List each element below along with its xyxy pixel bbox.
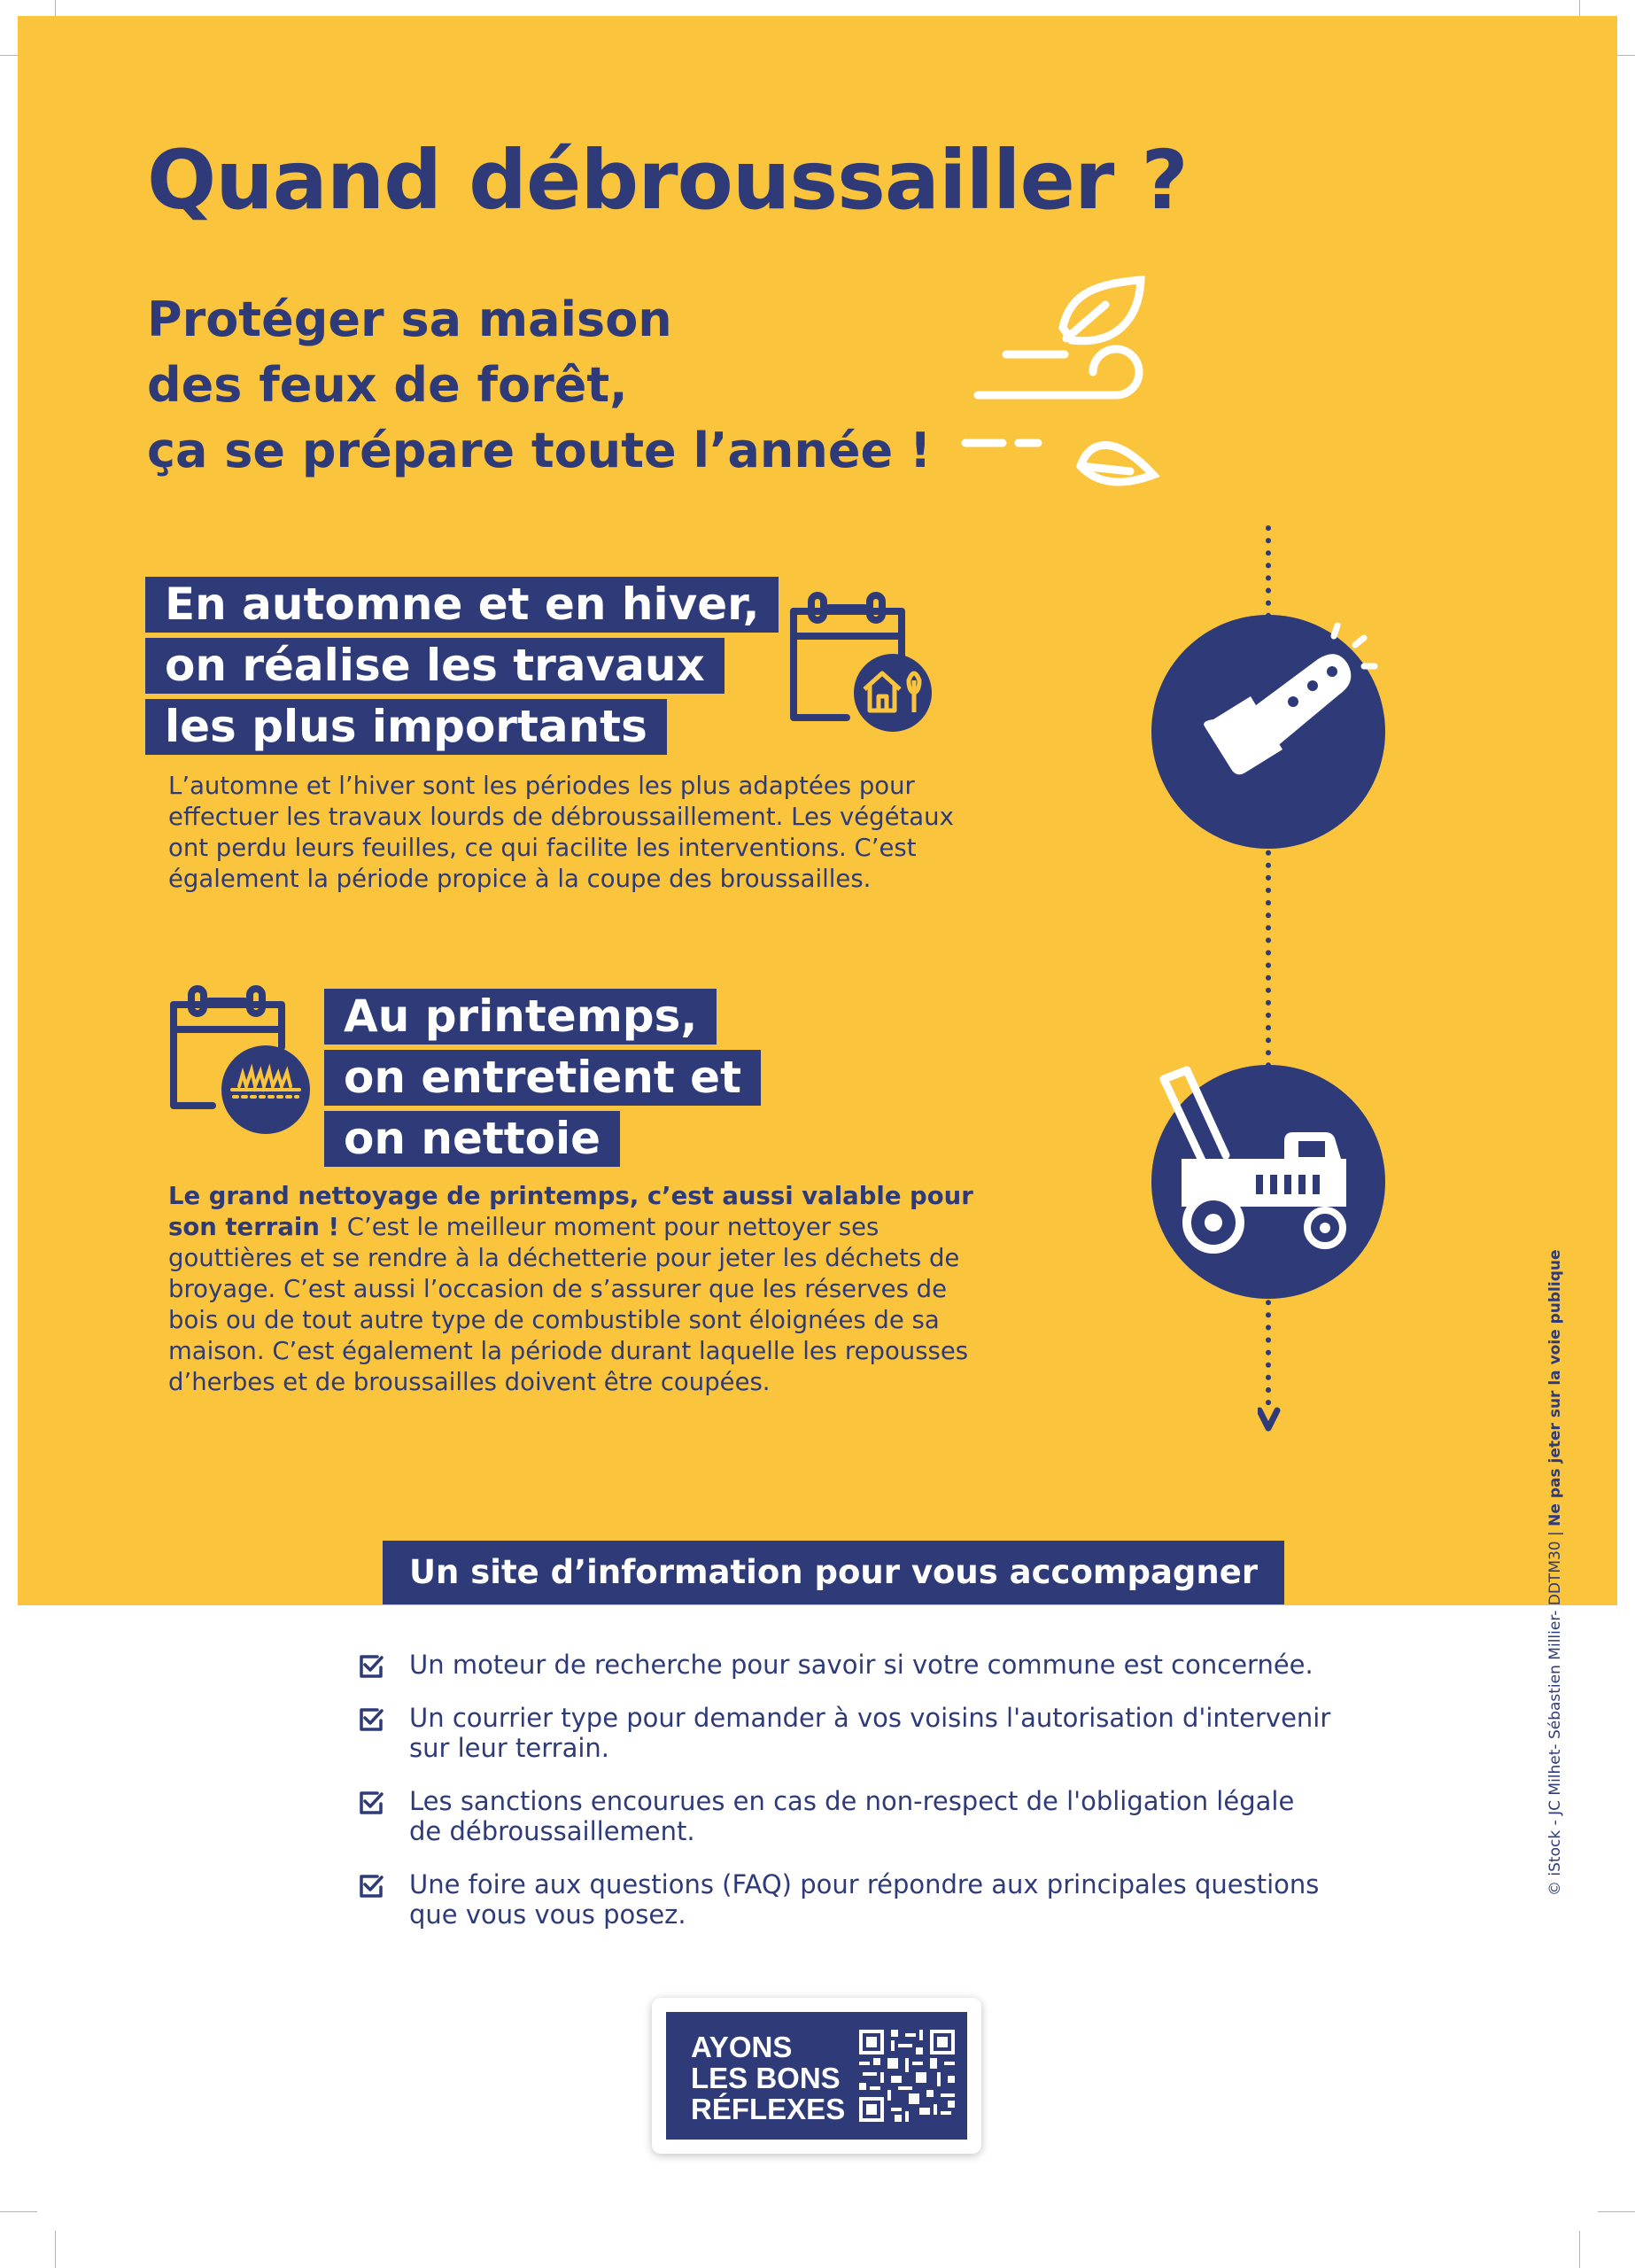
spring-heading [324, 989, 761, 1172]
spring-paragraph-lead: Le grand nettoyage de printemps, c’est aussi valable pour son terrain ! [168, 1182, 973, 1241]
heading-line: les plus importants [145, 699, 667, 755]
checkbox-icon [358, 1653, 384, 1680]
checkbox-icon [358, 1873, 384, 1899]
autumn-paragraph: L’automne et l’hiver sont les périodes les plus adaptées pour effectuer les travaux lourds de débroussaillement. Les végétaux ont perdu leurs feuilles, ce qui facilite les interventions. C’est également la période propice à la coupe des broussailles. [168, 772, 954, 893]
crop-mark [55, 2231, 56, 2268]
heading-line: on nettoie [324, 1111, 620, 1167]
heading-line: En automne et en hiver, [145, 577, 779, 633]
reflexes-badge [652, 1998, 981, 2154]
page-title: Quand débroussailler ? [147, 133, 1188, 228]
calendar-grass-icon [167, 982, 326, 1141]
chainsaw-circle [1151, 615, 1385, 849]
website-banner: Un site d’information pour vous accompagner [383, 1541, 1284, 1604]
wind-leaves-icon [957, 266, 1169, 496]
list-item [358, 1786, 1332, 1846]
spring-paragraph-body: C’est le meilleur moment pour nettoyer ses gouttières et se rendre à la déchetterie pour jeter les déchets de broyage. C’est aussi l’occasion de s’assurer que les réserves de bois ou de tout autre type de combustible sont éloignées de sa maison. C’est également la période durant laquelle les repousses d’herbes et de broussailles doivent être coupées. [168, 1213, 969, 1396]
heading-line: on entretient et [324, 1050, 761, 1106]
list-item-text: Un courrier type pour demander à vos voisins l'autorisation d'intervenir sur leur terrain. [409, 1703, 1331, 1763]
crop-mark [1598, 2211, 1635, 2212]
heading-line: on réalise les travaux [145, 638, 725, 694]
checkbox-icon [358, 1790, 384, 1816]
list-item [358, 1703, 1332, 1763]
qr-code-icon[interactable] [859, 2030, 955, 2122]
list-item [358, 1869, 1332, 1930]
subtitle-line: Protéger sa maison [147, 291, 672, 347]
crop-mark [0, 2211, 37, 2212]
subtitle-line: des feux de forêt, [147, 357, 628, 413]
crop-mark [1579, 2231, 1580, 2268]
subtitle [147, 287, 932, 484]
badge-panel [666, 2012, 967, 2140]
calendar-house-icon [785, 588, 944, 739]
heading-line: Au printemps, [324, 989, 717, 1045]
chainsaw-icon [1151, 615, 1385, 849]
autumn-heading [145, 577, 779, 760]
list-item [358, 1650, 1332, 1680]
checkbox-icon [358, 1706, 384, 1733]
list-item-text: Les sanctions encourues en cas de non-respect de l'obligation légale de débroussaillement. [409, 1786, 1295, 1846]
photo-credit [1546, 1250, 1564, 1897]
list-item-text: Un moteur de recherche pour savoir si votre commune est concernée. [409, 1650, 1313, 1680]
badge-text: AYONS LES BONS RÉFLEXES [691, 2031, 846, 2125]
feature-list [358, 1650, 1332, 1953]
subtitle-line: ça se prépare toute l’année ! [147, 423, 932, 478]
credit-warning: Ne pas jeter sur la voie publique [1546, 1249, 1564, 1526]
spring-paragraph [168, 1181, 983, 1398]
lawnmower-icon [1151, 1065, 1385, 1299]
lawnmower-circle [1151, 1065, 1385, 1299]
list-item-text: Une foire aux questions (FAQ) pour répondre aux principales questions que vous vous posez. [409, 1869, 1320, 1930]
credit-text: © iStock - JC Milhet- Sébastien Millier- DDTM30 | [1546, 1526, 1564, 1896]
